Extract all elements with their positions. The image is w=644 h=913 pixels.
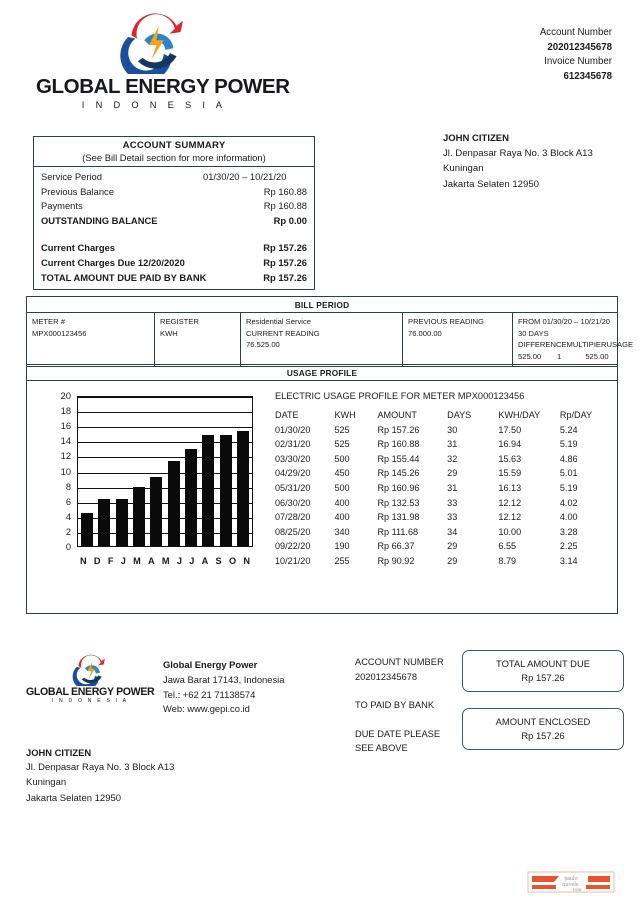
chart-y-tick: 10 bbox=[60, 466, 71, 477]
chart-x-tick: A bbox=[148, 556, 155, 566]
company-address: Jawa Barat 17143, Indonesia bbox=[163, 673, 285, 685]
table-row bbox=[275, 510, 605, 525]
cell-kwh-per-day: 10.00 bbox=[498, 526, 522, 537]
amount-enclosed-label: AMOUNT ENCLOSED bbox=[495, 715, 591, 727]
cell-kwh: 400 bbox=[334, 512, 350, 523]
amount-enclosed-box[interactable] bbox=[462, 708, 624, 750]
cell-amount: Rp 66.37 bbox=[377, 541, 415, 552]
summary-row-value: Rp 157.26 bbox=[263, 242, 307, 254]
table-row bbox=[275, 437, 605, 452]
summary-row-value: Rp 160.88 bbox=[263, 200, 307, 212]
due-date-line1: DUE DATE PLEASE bbox=[355, 728, 441, 739]
customer-address-line2: Kuningan bbox=[26, 777, 67, 789]
chart-x-tick: S bbox=[215, 556, 222, 566]
summary-row-label: Current Charges Due 12/20/2020 bbox=[41, 256, 185, 268]
column-header-rp-per-day: Rp/DAY bbox=[559, 410, 593, 420]
account-summary-rows bbox=[34, 167, 314, 289]
cell-kwh: 450 bbox=[334, 468, 350, 479]
cell-date: 07/28/20 bbox=[275, 512, 311, 523]
cell-date: 02/31/20 bbox=[275, 439, 311, 450]
current-reading-value: 76.525.00 bbox=[246, 340, 280, 350]
summary-row-label: Service Period bbox=[41, 171, 102, 182]
usage-value: 525.00 bbox=[585, 351, 609, 361]
chart-x-tick: N bbox=[243, 556, 250, 566]
customer-name: JOHN CITIZEN bbox=[443, 133, 509, 144]
summary-row-current-charges bbox=[41, 241, 307, 256]
invoice-number-value: 612345678 bbox=[563, 70, 612, 82]
summary-row bbox=[41, 170, 307, 185]
to-paid-by-bank-label: TO PAID BY BANK bbox=[355, 700, 435, 711]
chart-bar bbox=[81, 513, 93, 546]
footer-account-info bbox=[355, 655, 465, 756]
chart-plot-area bbox=[77, 396, 253, 547]
cell-rp-per-day: 5.19 bbox=[559, 482, 578, 493]
cell-date: 01/30/20 bbox=[275, 424, 311, 435]
cell-amount: Rp 90.92 bbox=[377, 555, 415, 566]
current-reading-label: CURRENT READING bbox=[246, 328, 320, 338]
chart-y-tick: 8 bbox=[65, 481, 71, 492]
summary-row bbox=[41, 199, 307, 214]
cell-days: 31 bbox=[447, 439, 458, 450]
due-date-line2: SEE ABOVE bbox=[355, 743, 408, 754]
meter-label: METER # bbox=[32, 317, 65, 326]
usage-profile-heading: ELECTRIC USAGE PROFILE FOR METER MPX000123456 bbox=[275, 391, 525, 401]
bill-period-meter-cell bbox=[27, 313, 155, 366]
cell-kwh: 525 bbox=[334, 424, 350, 435]
cell-kwh: 500 bbox=[334, 482, 350, 493]
cell-amount: Rp 160.96 bbox=[377, 482, 420, 493]
table-row bbox=[275, 452, 605, 467]
bill-period-previous-cell bbox=[403, 313, 513, 366]
cell-days: 29 bbox=[447, 555, 458, 566]
meter-value: MPX000123456 bbox=[32, 328, 87, 338]
paulo-travels-watermark-icon bbox=[527, 869, 615, 895]
chart-y-tick: 0 bbox=[65, 542, 71, 552]
previous-reading-label: PREVIOUS READING bbox=[408, 317, 484, 326]
chart-x-tick: A bbox=[201, 556, 209, 566]
chart-x-tick: J bbox=[176, 556, 182, 566]
cell-kwh-per-day: 16.13 bbox=[498, 482, 522, 493]
chart-bar bbox=[133, 487, 145, 546]
cell-date: 03/30/20 bbox=[275, 453, 311, 464]
table-row bbox=[275, 539, 605, 554]
energy-swirl-bolt-icon bbox=[69, 652, 111, 686]
chart-bars bbox=[78, 397, 252, 546]
chart-y-tick: 12 bbox=[60, 451, 71, 462]
amount-enclosed-value: Rp 157.26 bbox=[521, 730, 565, 741]
cell-date: 06/30/20 bbox=[275, 497, 311, 508]
cell-rp-per-day: 2.25 bbox=[559, 541, 578, 552]
cell-rp-per-day: 4.86 bbox=[559, 453, 578, 464]
account-summary-box bbox=[33, 136, 315, 290]
bill-period-usage-cell bbox=[513, 313, 634, 366]
usage-bar-chart bbox=[47, 391, 281, 586]
footer-company-info bbox=[163, 658, 353, 717]
account-number-label: Account Number bbox=[539, 27, 612, 38]
summary-row bbox=[41, 185, 307, 200]
multiplier-value: 1 bbox=[557, 351, 562, 361]
table-row bbox=[275, 496, 605, 511]
column-header-date: DATE bbox=[275, 410, 299, 420]
column-header-amount: AMOUNT bbox=[377, 410, 417, 420]
cell-kwh-per-day: 6.55 bbox=[498, 541, 517, 552]
chart-x-tick: M bbox=[133, 556, 141, 566]
account-summary-title: ACCOUNT SUMMARY bbox=[122, 140, 226, 151]
chart-bar bbox=[98, 499, 110, 546]
difference-label: DIFFERENCE bbox=[518, 340, 567, 350]
company-telephone: Tel.: +62 21 71138574 bbox=[163, 688, 256, 700]
chart-x-tick: O bbox=[228, 556, 237, 566]
cell-date: 05/31/20 bbox=[275, 482, 311, 493]
difference-value: 525.00 bbox=[518, 351, 542, 361]
cell-rp-per-day: 5.01 bbox=[559, 468, 578, 479]
chart-bar bbox=[150, 477, 162, 546]
cell-kwh-per-day: 15.63 bbox=[498, 453, 522, 464]
footer-spacer bbox=[355, 684, 465, 698]
cell-kwh: 400 bbox=[334, 497, 350, 508]
table-header-row bbox=[275, 408, 605, 423]
total-amount-due-value: Rp 157.26 bbox=[521, 672, 565, 683]
cell-days: 32 bbox=[447, 453, 458, 464]
cell-kwh: 525 bbox=[334, 439, 350, 450]
cell-kwh-per-day: 15.59 bbox=[498, 468, 522, 479]
summary-row-label: Previous Balance bbox=[41, 185, 114, 197]
summary-row-value: Rp 157.26 bbox=[263, 271, 307, 283]
cell-days: 33 bbox=[447, 512, 458, 523]
usage-profile-table-wrap bbox=[275, 391, 605, 569]
summary-spacer bbox=[41, 228, 307, 241]
cell-date: 09/22/20 bbox=[275, 541, 311, 552]
summary-row-total-due bbox=[41, 271, 307, 286]
cell-amount: Rp 111.68 bbox=[377, 526, 419, 537]
chart-bar bbox=[168, 461, 180, 546]
summary-row-value: Rp 0.00 bbox=[273, 214, 307, 226]
chart-y-tick: 6 bbox=[65, 496, 71, 507]
summary-row-label: Current Charges bbox=[41, 242, 115, 254]
chart-bar bbox=[185, 449, 197, 546]
chart-bar bbox=[116, 499, 128, 546]
bill-period-register-cell bbox=[155, 313, 241, 366]
table-row bbox=[275, 423, 605, 438]
chart-y-tick: 14 bbox=[60, 436, 71, 447]
column-header-kwh-per-day: KWH/DAY bbox=[498, 410, 541, 420]
customer-address-line3: Jakarta Selaten 12950 bbox=[443, 178, 540, 190]
register-label: REGISTER bbox=[160, 317, 199, 326]
table-row bbox=[275, 554, 605, 569]
cell-kwh-per-day: 8.79 bbox=[498, 555, 517, 566]
customer-address-line1: Jl. Denpasar Raya No. 3 Block A13 bbox=[443, 148, 593, 160]
chart-x-tick: N bbox=[80, 556, 87, 566]
bill-period-usage-values bbox=[518, 351, 612, 363]
footer-account-number-label: ACCOUNT NUMBER bbox=[355, 657, 444, 667]
bill-period-title: BILL PERIOD bbox=[27, 297, 617, 313]
cell-days: 33 bbox=[447, 497, 458, 508]
company-website[interactable]: Web: www.gepi.co.id bbox=[163, 703, 250, 715]
cell-kwh: 255 bbox=[334, 555, 350, 566]
usage-profile-body bbox=[27, 381, 617, 610]
summary-row-label: OUTSTANDING BALANCE bbox=[41, 214, 158, 226]
brand-name: GLOBAL ENERGY POWER bbox=[36, 75, 290, 98]
page-header bbox=[0, 0, 644, 120]
bill-period-usage-headers bbox=[518, 339, 634, 351]
invoice-number-label: Invoice Number bbox=[544, 56, 612, 68]
account-identifiers bbox=[412, 26, 612, 84]
cell-rp-per-day: 4.00 bbox=[559, 512, 578, 523]
bill-period-from-line: FROM 01/30/20 – 10/21/20 30 DAYS bbox=[518, 317, 611, 338]
cell-rp-per-day: 4.02 bbox=[559, 497, 578, 508]
usage-profile-box bbox=[26, 364, 618, 614]
customer-address-bottom bbox=[26, 745, 286, 806]
table-row bbox=[275, 481, 605, 496]
company-name: Global Energy Power bbox=[163, 659, 258, 670]
cell-kwh-per-day: 16.94 bbox=[498, 439, 522, 450]
customer-name: JOHN CITIZEN bbox=[26, 747, 92, 758]
chart-x-tick: M bbox=[161, 556, 170, 566]
cell-kwh-per-day: 12.12 bbox=[498, 512, 522, 523]
summary-row-value: Rp 157.26 bbox=[263, 256, 307, 268]
bill-period-body bbox=[27, 313, 634, 366]
chart-y-tick: 2 bbox=[65, 526, 71, 537]
cell-amount: Rp 145.26 bbox=[377, 468, 420, 479]
cell-days: 31 bbox=[447, 482, 458, 493]
summary-row-current-charges-due bbox=[41, 256, 307, 271]
customer-address-line2: Kuningan bbox=[443, 163, 484, 175]
brand-logo bbox=[36, 8, 290, 110]
cell-amount: Rp 160.88 bbox=[377, 439, 420, 450]
chart-y-tick: 4 bbox=[65, 511, 71, 522]
energy-swirl-bolt-icon bbox=[113, 8, 195, 74]
cell-rp-per-day: 5.19 bbox=[559, 439, 578, 450]
chart-x-tick: J bbox=[120, 556, 126, 566]
cell-kwh-per-day: 17.50 bbox=[498, 424, 522, 435]
cell-kwh: 500 bbox=[334, 453, 350, 464]
cell-days: 29 bbox=[447, 541, 458, 552]
customer-address-line1: Jl. Denpasar Raya No. 3 Block A13 bbox=[26, 762, 175, 774]
chart-y-tick: 20 bbox=[60, 391, 71, 401]
customer-address-top bbox=[443, 131, 643, 192]
bill-period-table bbox=[26, 296, 634, 367]
cell-amount: Rp 131.98 bbox=[377, 512, 420, 523]
cell-amount: Rp 132.53 bbox=[377, 497, 420, 508]
bill-period-reading-cell bbox=[241, 313, 403, 366]
chart-x-tick: D bbox=[93, 556, 101, 566]
footer-brand-name: GLOBAL ENERGY POWER bbox=[26, 686, 155, 698]
register-value: KWH bbox=[160, 328, 178, 338]
table-row bbox=[275, 525, 605, 540]
cell-days: 29 bbox=[447, 468, 458, 479]
total-amount-due-label: TOTAL AMOUNT DUE bbox=[496, 657, 590, 669]
chart-bar bbox=[202, 435, 214, 546]
cell-amount: Rp 157.26 bbox=[377, 424, 420, 435]
column-header-kwh: KWH bbox=[334, 410, 356, 420]
cell-rp-per-day: 3.28 bbox=[559, 526, 578, 537]
chart-bar bbox=[220, 435, 232, 546]
cell-kwh-per-day: 12.12 bbox=[498, 497, 522, 508]
svg-text:travels.: travels. bbox=[562, 882, 580, 888]
table-row bbox=[275, 466, 605, 481]
summary-row-label: Payments bbox=[41, 200, 83, 212]
footer-account-number-value: 202012345678 bbox=[355, 671, 418, 682]
cell-days: 30 bbox=[447, 424, 458, 435]
cell-rp-per-day: 3.14 bbox=[559, 555, 578, 566]
cell-date: 10/21/20 bbox=[275, 555, 311, 566]
cell-kwh: 190 bbox=[334, 541, 350, 552]
footer-brand-logo bbox=[26, 652, 154, 704]
usage-label: USAGE bbox=[606, 340, 634, 350]
footer-spacer bbox=[355, 713, 465, 727]
footer-brand-subtitle: I N D O N E S I A bbox=[51, 698, 129, 704]
account-summary-subtitle: (See Bill Detail section for more information) bbox=[34, 151, 314, 167]
chart-y-axis-labels bbox=[47, 391, 71, 552]
summary-row-value: Rp 160.88 bbox=[263, 185, 307, 197]
previous-reading-value: 76.000.00 bbox=[408, 328, 442, 338]
summary-row-value: 01/30/20 – 10/21/20 bbox=[203, 171, 287, 182]
usage-table-body bbox=[275, 423, 605, 569]
svg-text:com: com bbox=[572, 888, 582, 893]
cell-date: 08/25/20 bbox=[275, 526, 311, 537]
chart-bar bbox=[237, 431, 249, 546]
cell-rp-per-day: 5.24 bbox=[559, 424, 578, 435]
chart-x-tick: F bbox=[107, 556, 114, 566]
service-type: Residential Service bbox=[246, 317, 311, 326]
summary-row-label: TOTAL AMOUNT DUE PAID BY BANK bbox=[41, 271, 207, 283]
customer-address-line3: Jakarta Selaten 12950 bbox=[26, 792, 122, 804]
summary-row-outstanding bbox=[41, 214, 307, 229]
cell-days: 34 bbox=[447, 526, 458, 537]
chart-x-tick: J bbox=[189, 556, 195, 566]
usage-profile-title: USAGE PROFILE bbox=[27, 365, 617, 381]
cell-date: 04/29/20 bbox=[275, 468, 311, 479]
cell-kwh: 340 bbox=[334, 526, 350, 537]
svg-text:paulo: paulo bbox=[564, 876, 578, 882]
multiplier-label: MULTIPIER bbox=[566, 340, 607, 350]
total-amount-due-box bbox=[462, 650, 624, 692]
brand-subtitle: I N D O N E S I A bbox=[81, 100, 227, 110]
account-number-value: 202012345678 bbox=[547, 41, 612, 53]
usage-profile-table bbox=[275, 408, 605, 569]
chart-y-tick: 18 bbox=[60, 406, 71, 417]
column-header-days: DAYS bbox=[447, 410, 472, 420]
chart-x-axis-labels bbox=[77, 556, 253, 566]
cell-amount: Rp 155.44 bbox=[377, 453, 420, 464]
chart-y-tick: 16 bbox=[60, 421, 71, 432]
